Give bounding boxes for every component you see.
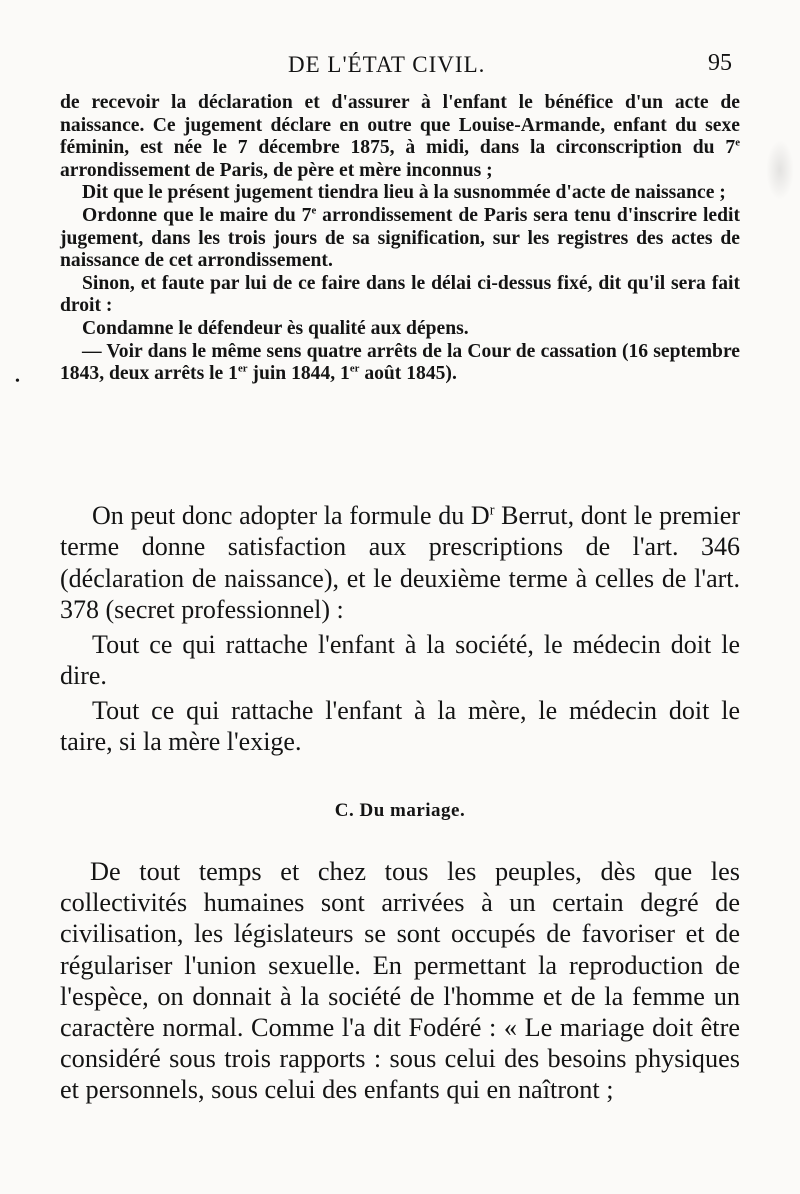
text-run: Sinon, et faute par lui de ce faire dans le délai ci-dessus fixé, dit qu'il sera fait droit :	[60, 272, 740, 317]
section-heading: C. Du mariage.	[334, 800, 466, 821]
judgment-paragraph	[60, 205, 740, 273]
body-paragraph	[60, 500, 740, 625]
text-run: août 1845).	[359, 363, 457, 385]
superscript: e	[311, 204, 317, 217]
page-number: 95	[708, 50, 732, 76]
superscript: er	[349, 362, 360, 375]
text-run: — Voir dans le même sens quatre arrêts de la Cour de cassation (16 septembre 1843, deux arrêts le 1	[60, 340, 740, 385]
text-run: Condamne le défendeur ès qualité aux dépens.	[82, 317, 469, 339]
page-header	[60, 50, 740, 84]
margin-dot-icon: •	[15, 374, 20, 389]
body-paragraph: Tout ce qui rattache l'enfant à la société, le médecin doit le dire.	[60, 629, 740, 690]
text-run: Dit que le présent jugement tiendra lieu à la susnommée d'acte de naissance ;	[82, 182, 726, 204]
main-text-section	[60, 500, 740, 757]
body-paragraph: Tout ce qui rattache l'enfant à la mère, le médecin doit le taire, si la mère l'exige.	[60, 695, 740, 757]
superscript: r	[489, 502, 495, 519]
text-run: de recevoir la déclaration et d'assurer à l'enfant le bénéfice d'un acte de naissance. Ce jugement déclare en outre que Louise-Armande, enfant du sexe féminin, est née le 7 décembre 1875, à midi, dans la circonscription du 7	[60, 92, 740, 159]
superscript: e	[735, 136, 740, 149]
text-run: On peut donc adopter la formule du D	[92, 501, 490, 530]
text-run: juin 1844, 1	[247, 363, 350, 385]
text-run: arrondissement de Paris sera tenu d'inscrire ledit jugement, dans les trois jours de sa signification, sur les registres des actes de naissance de cet arrondissement.	[60, 204, 740, 272]
judgment-paragraph	[60, 92, 740, 182]
text-run: Ordonne que le maire du 7	[82, 204, 312, 226]
body-paragraph: De tout temps et chez tous les peuples, dès que les collectivités humaines sont arrivées à un certain degré de civilisation, les législateurs se sont occupés de favoriser et de régulariser l'union sexuelle. En permettant la reproduction de l'espèce, on donnait à la société de l'homme et de la femme un caractère normal. Comme l'a dit Fodéré : « Le mariage doit être considéré sous trois rapports : sous celui des besoins physiques et personnels, sous celui des enfants qui en naîtront ;	[60, 857, 740, 1105]
text-run: Berrut, dont le premier terme donne satisfaction aux prescriptions de l'art. 346 (déclaration de naissance), et le deuxième terme à celles de l'art. 378 (secret professionnel) :	[60, 501, 740, 624]
marriage-section-text	[60, 856, 740, 1106]
text-run: arrondissement de Paris, de père et mère inconnus ;	[60, 159, 493, 181]
judgment-paragraph	[60, 273, 740, 318]
quoted-judgment	[60, 92, 740, 386]
running-title: DE L'ÉTAT CIVIL.	[288, 52, 486, 77]
judgment-paragraph	[60, 182, 740, 205]
scan-smudge	[766, 140, 794, 200]
judgment-paragraph	[60, 318, 740, 341]
case-reference-paragraph	[60, 341, 740, 386]
superscript: er	[237, 362, 248, 375]
